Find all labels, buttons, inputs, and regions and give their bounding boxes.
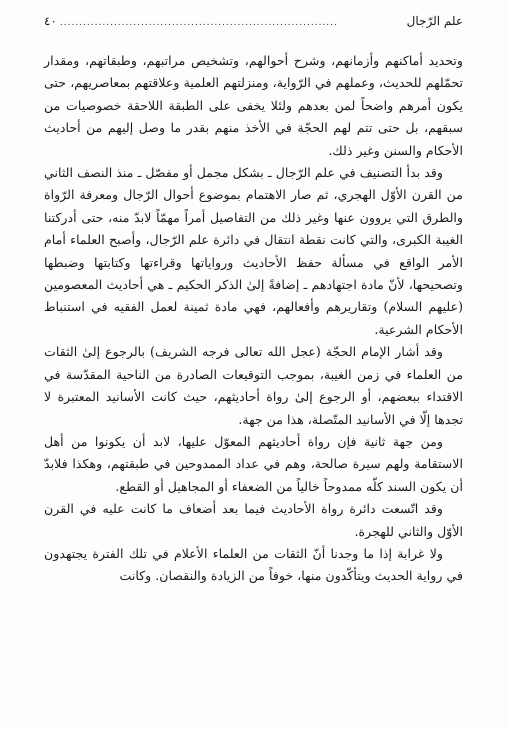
paragraph: وقد اتّسعت دائرة رواة الأحاديث فيما بعد أضعاف ما كانت عليه في القرن الأوّل والثاني للهجرة.: [44, 501, 463, 539]
paragraph: ولا غرابة إذا ما وجدنا أنّ الثقات من العلماء الأعلام في تلك الفترة يجتهدون في رواية الحديث ويتأكّدون منها، خوفاً من الزيادة والنقصان. وكانت: [44, 545, 463, 584]
dot-leader: ........................................................................: [59, 18, 338, 28]
paragraph: ومن جهة ثانية فإن رواة أحاديثهم المعوّل عليها، لابد أن يكونوا من أهل الاستقامة ولهم سيرة صالحة، وهم في عداد الممدوحين في طبقتهم، وهكذا فلابدّ أن يكون السند كلّه ممدوحاً خالياً من الضعفاء أو المجاهيل أو القطع.: [44, 433, 463, 494]
page-number: ٤٠: [44, 14, 57, 28]
running-header: [44, 14, 463, 36]
paragraph: وقد بدأ التصنيف في علم الرّجال ـ بشكل مجمل أو مفصّل ـ منذ النصف الثاني من القرن الأوّل الهجري، ثم صار الاهتمام بموضوع أحوال الرّجال ومعرفة الرّواة والطرق التي يروون عنها وغير ذلك من التفاصيل أمراً مهمّاً لابدّ منه، حتى أدركتنا الغيبة الكبرى، والتي كانت نقطة انتقال في دائرة علم الرّجال، وأصبح العلماء أمام الأمر الواقع في مسألة حفظ الأحاديث ورواياتها وقراءتها وكتابتها وضبطها وتصحيحها، لأنّ مادة اجتهادهم ـ إضافةً إلىٰ الذكر الحكيم ـ هي أحاديث المعصومين (عليهم السلام) وتقاريرهم وأفعالهم، فهي مادة ثمينة لعمل الفقيه في استنباط الأحكام الشرعية.: [44, 165, 463, 337]
paragraph: وقد أشار الإمام الحجّة (عجل الله تعالى فرجه الشريف) بالرجوع إلىٰ الثقات من العلماء في زمن الغيبة، بموجب التوقيعات الصادرة من الناحية المقدّسة في الاقتداء ببعضهم، أو الرجوع إلىٰ رواة أحاديثهم، حيث كانت الأسانيد المعتبرة لا تجدها إلّا في الأسانيد المتّصلة، هذا من جهة.: [44, 344, 463, 427]
running-title: علم الرّجال: [406, 14, 463, 28]
page-body: [44, 50, 463, 588]
paragraph: وتحديد أماكنهم وأزمانهم، وشرح أحوالهم، وتشخيص مراتبهم، وطبقاتهم، ومقدار تحمّلهم للحديث، وعملهم في الرّواية، ومنزلتهم العلمية وعلاقتهم بمعاصريهم، حتى يكون أمرهم واضحاً لمن بعدهم ولئلا يخفى على الطبقة اللاحقة خصوصيات من سبقهم، بل حتى تتم لهم الحجّة في الأخذ منهم بقدر ما وصل إليهم من أحاديث الأحكام والسنن وغير ذلك.: [44, 53, 463, 158]
